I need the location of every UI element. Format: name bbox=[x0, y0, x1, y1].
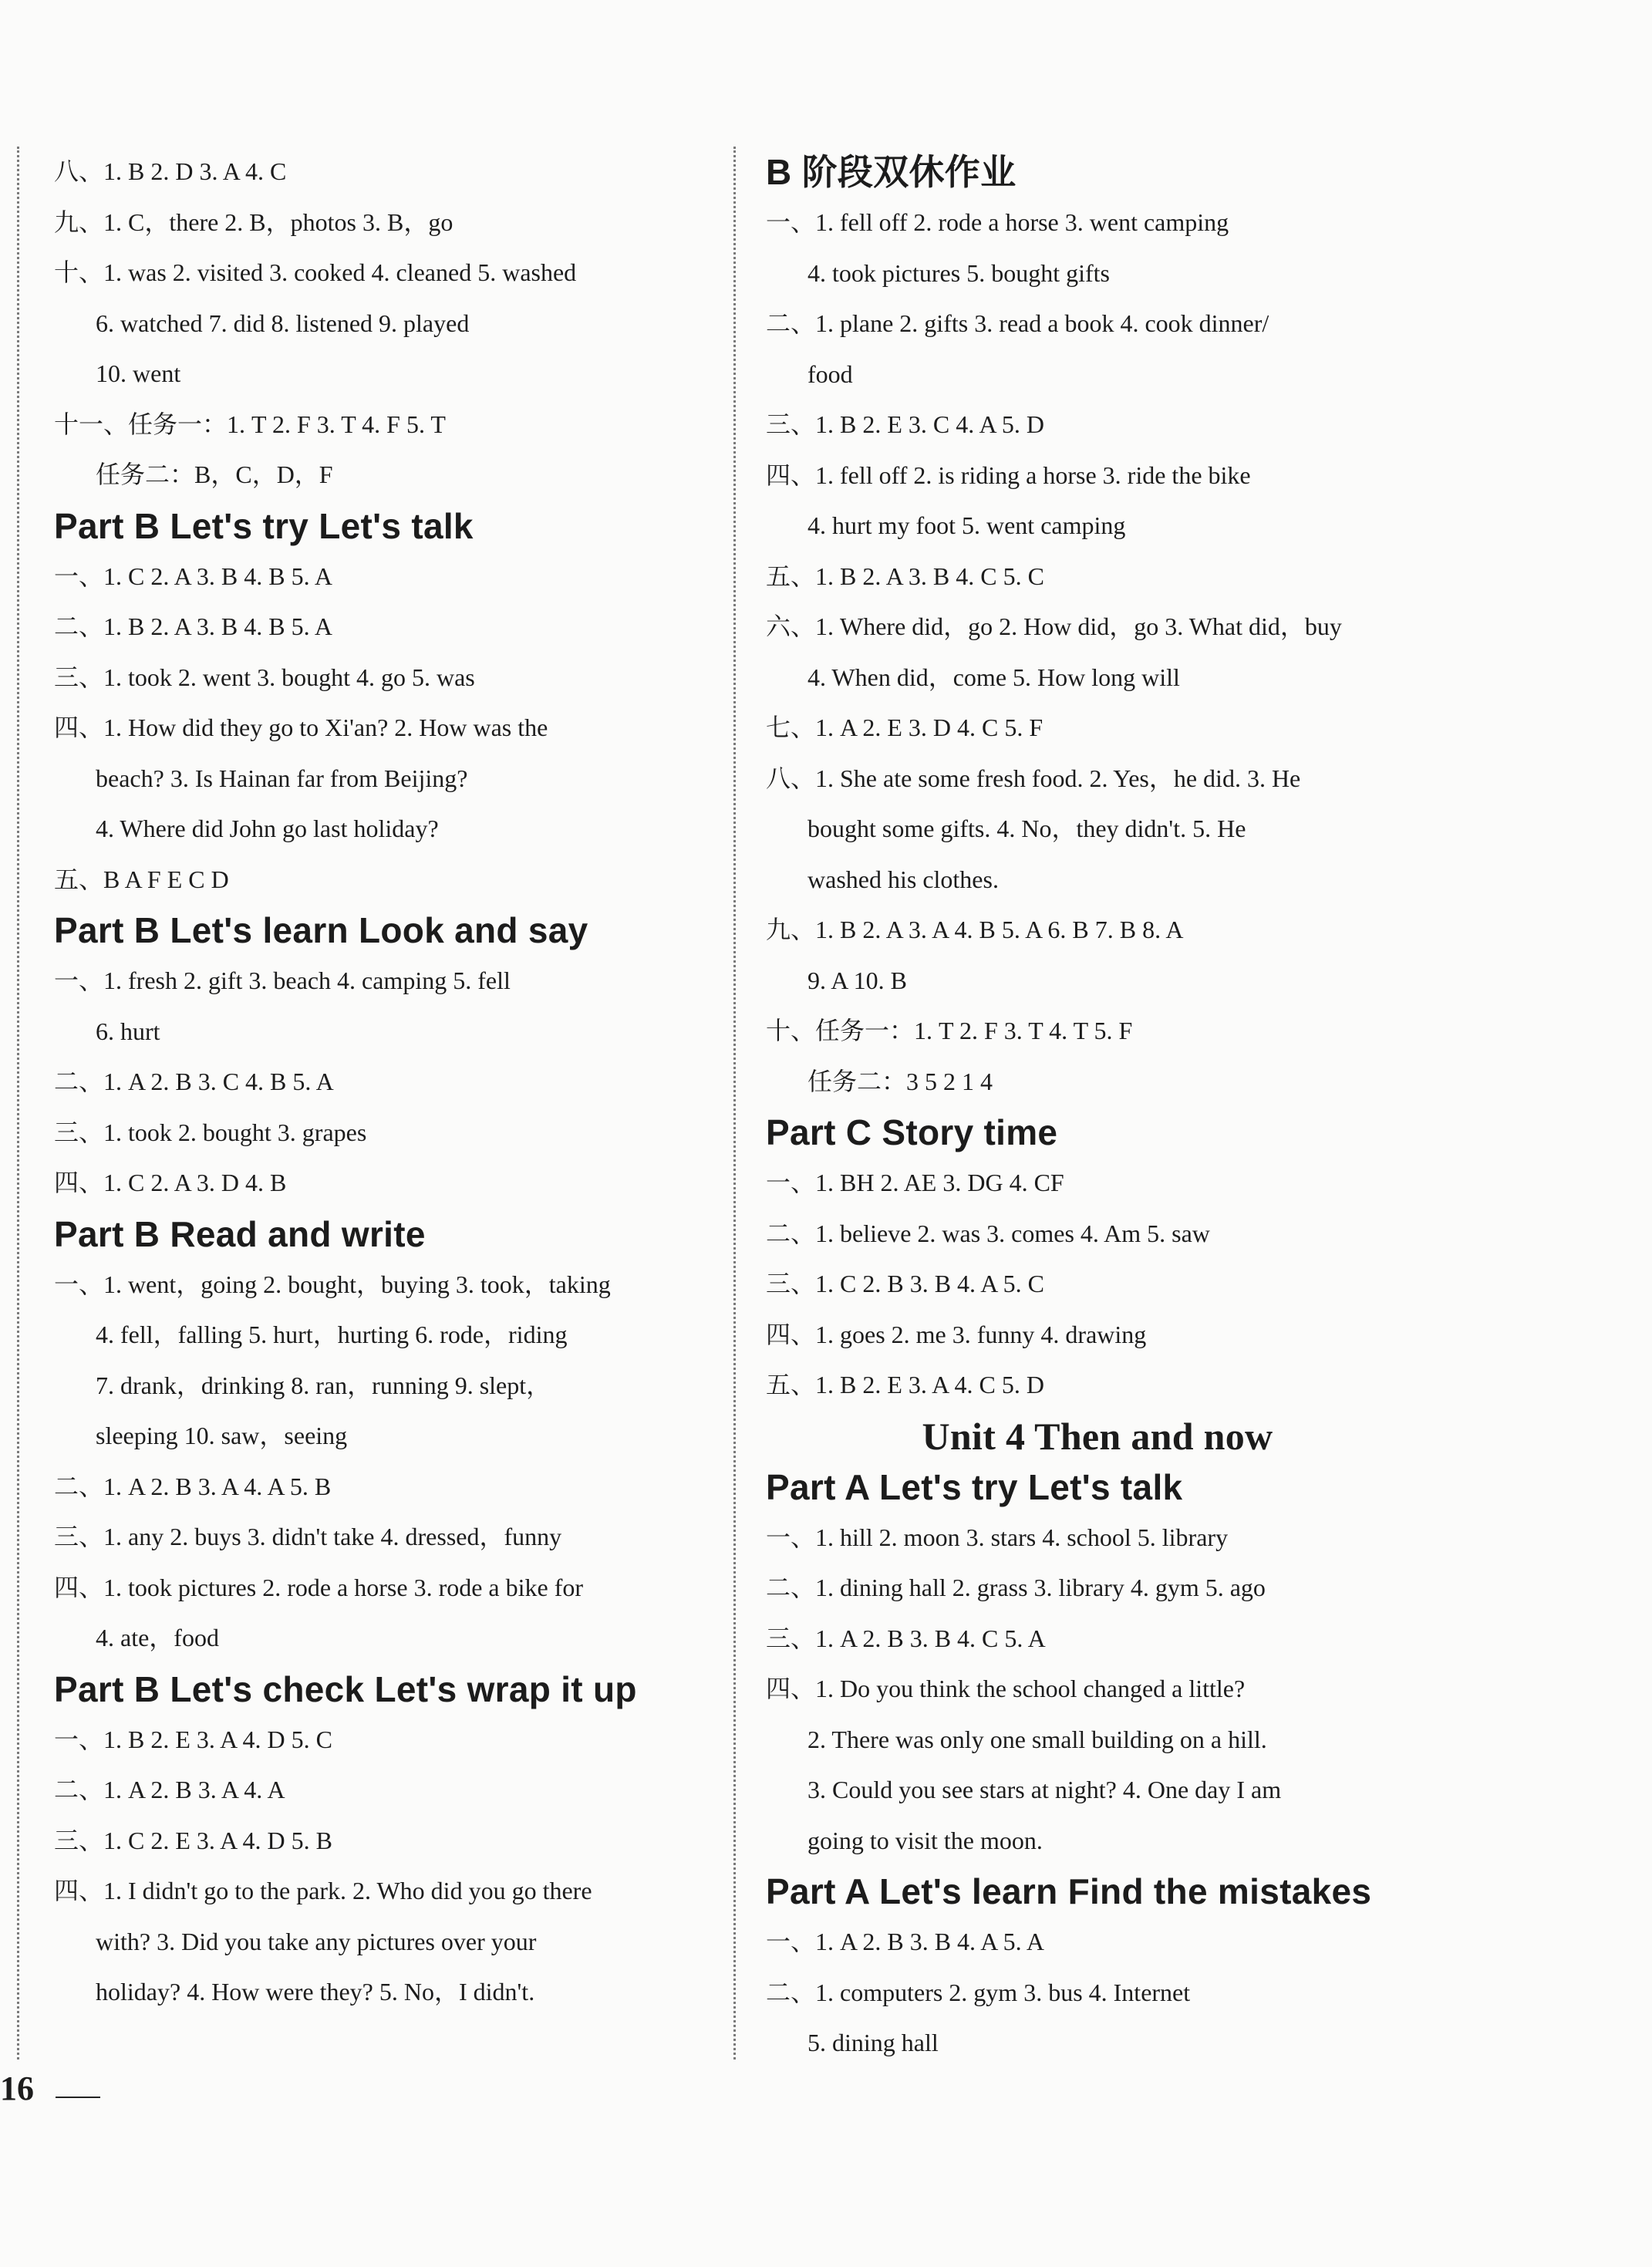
answer-line: 一、1. BH 2. AE 3. DG 4. CF bbox=[766, 1169, 1064, 1196]
section-heading: Part A Let's learn Find the mistakes bbox=[766, 1871, 1372, 1911]
answer-line: 四、1. C 2. A 3. D 4. B bbox=[54, 1169, 287, 1196]
answer-line: 4. ate，food bbox=[96, 1624, 219, 1651]
answer-line: 6. hurt bbox=[96, 1017, 160, 1045]
answer-line: 4. When did，come 5. How long will bbox=[807, 663, 1180, 691]
answer-line: 六、1. Where did，go 2. How did，go 3. What did，buy bbox=[766, 612, 1342, 640]
answer-line: going to visit the moon. bbox=[807, 1826, 1043, 1854]
page-number: 16 bbox=[0, 2070, 34, 2107]
answer-line: 一、1. fell off 2. rode a horse 3. went camping bbox=[766, 208, 1229, 236]
answer-line: 4. Where did John go last holiday? bbox=[96, 815, 439, 842]
answer-line: 九、1. C，there 2. B，photos 3. B，go bbox=[54, 207, 453, 236]
answer-line: 八、1. She ate some fresh food. 2. Yes，he did. 3. He bbox=[766, 764, 1301, 792]
page-number-dash bbox=[56, 2097, 100, 2098]
answer-line: 4. hurt my foot 5. went camping bbox=[807, 511, 1126, 539]
answer-column-right bbox=[766, 147, 1429, 2069]
answer-line: 一、1. hill 2. moon 3. stars 4. school 5. library bbox=[766, 1523, 1229, 1551]
answer-line: 任务二：B，C，D，F bbox=[96, 460, 333, 488]
answer-line: 五、1. B 2. A 3. B 4. C 5. C bbox=[766, 562, 1044, 590]
answer-line: 一、1. fresh 2. gift 3. beach 4. camping 5. fell bbox=[54, 967, 511, 994]
answer-line: 四、1. How did they go to Xi'an? 2. How was the bbox=[54, 713, 548, 741]
answer-line: 三、1. B 2. E 3. C 4. A 5. D bbox=[766, 410, 1044, 438]
answer-line: 一、1. A 2. B 3. B 4. A 5. A bbox=[766, 1928, 1044, 1955]
answer-line: 二、1. A 2. B 3. A 4. A 5. B bbox=[54, 1472, 332, 1500]
answer-line: 四、1. Do you think the school changed a little? bbox=[766, 1675, 1246, 1702]
answer-line: 三、1. took 2. bought 3. grapes bbox=[54, 1118, 367, 1146]
answer-line: 三、1. A 2. B 3. B 4. C 5. A bbox=[766, 1624, 1046, 1652]
section-heading: Part B Let's try Let's talk bbox=[54, 505, 474, 546]
answer-line: 5. dining hall bbox=[807, 2029, 939, 2056]
answer-line: food bbox=[807, 359, 853, 388]
section-heading: Part B Read and write bbox=[54, 1213, 426, 1254]
answer-line: 4. fell，falling 5. hurt，hurting 6. rode，riding bbox=[96, 1321, 568, 1348]
answer-line: 一、1. B 2. E 3. A 4. D 5. C bbox=[54, 1725, 332, 1753]
answer-line: 三、1. C 2. E 3. A 4. D 5. B bbox=[54, 1826, 332, 1854]
answer-line: washed his clothes. bbox=[807, 865, 999, 893]
answer-line: 九、1. B 2. A 3. A 4. B 5. A 6. B 7. B 8. A bbox=[766, 916, 1184, 943]
section-heading: Part B Let's check Let's wrap it up bbox=[54, 1668, 637, 1709]
answer-line: 十、1. was 2. visited 3. cooked 4. cleaned 5. washed bbox=[54, 258, 577, 286]
answer-line: 二、1. A 2. B 3. A 4. A bbox=[54, 1776, 285, 1803]
answer-line: 二、1. believe 2. was 3. comes 4. Am 5. saw bbox=[766, 1219, 1210, 1247]
answer-line: 一、1. went，going 2. bought，buying 3. took，taking bbox=[54, 1270, 611, 1298]
answer-line: beach? 3. Is Hainan far from Beijing? bbox=[96, 764, 468, 792]
answer-line: 3. Could you see stars at night? 4. One day I am bbox=[807, 1776, 1282, 1803]
answer-line: sleeping 10. saw，seeing bbox=[96, 1422, 348, 1449]
column-divider bbox=[733, 147, 736, 2060]
left-margin-rule bbox=[17, 147, 19, 2060]
answer-line: 任务二：3 5 2 1 4 bbox=[807, 1067, 993, 1095]
answer-line: 7. drank，drinking 8. ran，running 9. slept， bbox=[96, 1371, 551, 1399]
answer-line: holiday? 4. How were they? 5. No，I didn't. bbox=[96, 1978, 535, 2006]
section-heading: B 阶段双休作业 bbox=[766, 152, 1016, 192]
answer-line: 二、1. plane 2. gifts 3. read a book 4. cook dinner/ bbox=[766, 309, 1269, 337]
section-heading: Part A Let's try Let's talk bbox=[766, 1466, 1183, 1507]
answer-line: 二、1. computers 2. gym 3. bus 4. Internet bbox=[766, 1978, 1191, 2006]
answer-line: 四、1. goes 2. me 3. funny 4. drawing bbox=[766, 1320, 1147, 1348]
answer-line: 三、1. any 2. buys 3. didn't take 4. dressed，funny bbox=[54, 1523, 562, 1550]
answer-line: 七、1. A 2. E 3. D 4. C 5. F bbox=[766, 713, 1043, 741]
section-heading: Part C Story time bbox=[766, 1112, 1058, 1152]
answer-line: 四、1. took pictures 2. rode a horse 3. rode a bike for bbox=[54, 1573, 584, 1601]
answer-line: 二、1. dining hall 2. grass 3. library 4. gym 5. ago bbox=[766, 1574, 1266, 1601]
answer-line: 三、1. took 2. went 3. bought 4. go 5. was bbox=[54, 663, 475, 691]
answer-line: 一、1. C 2. A 3. B 4. B 5. A bbox=[54, 562, 332, 590]
answer-line: 二、1. B 2. A 3. B 4. B 5. A bbox=[54, 612, 332, 640]
answer-line: 五、1. B 2. E 3. A 4. C 5. D bbox=[766, 1371, 1044, 1398]
answer-column-left bbox=[54, 147, 710, 2018]
answer-line: 十、任务一：1. T 2. F 3. T 4. T 5. F bbox=[766, 1017, 1133, 1044]
answer-line: 10. went bbox=[96, 359, 181, 387]
answer-line: 二、1. A 2. B 3. C 4. B 5. A bbox=[54, 1068, 334, 1095]
answer-line: 十一、任务一：1. T 2. F 3. T 4. F 5. T bbox=[54, 410, 446, 438]
section-heading: Part B Let's learn Look and say bbox=[54, 910, 588, 950]
answer-line: 2. There was only one small building on a hill. bbox=[807, 1725, 1267, 1753]
section-heading: Unit 4 Then and now bbox=[922, 1414, 1273, 1458]
answer-line: 三、1. C 2. B 3. B 4. A 5. C bbox=[766, 1270, 1044, 1297]
answer-line: 八、1. B 2. D 3. A 4. C bbox=[54, 157, 287, 185]
answer-line: 6. watched 7. did 8. listened 9. played bbox=[96, 309, 470, 337]
answer-line: 9. A 10. B bbox=[807, 966, 907, 994]
answer-line: bought some gifts. 4. No，they didn't. 5. He bbox=[807, 815, 1246, 842]
answer-line: 四、1. fell off 2. is riding a horse 3. ride the bike bbox=[766, 460, 1251, 489]
answer-line: 五、B A F E C D bbox=[54, 865, 229, 893]
answer-line: 四、1. I didn't go to the park. 2. Who did you go there bbox=[54, 1877, 592, 1904]
answer-line: with? 3. Did you take any pictures over your bbox=[96, 1927, 537, 1955]
answer-line: 4. took pictures 5. bought gifts bbox=[807, 258, 1110, 287]
